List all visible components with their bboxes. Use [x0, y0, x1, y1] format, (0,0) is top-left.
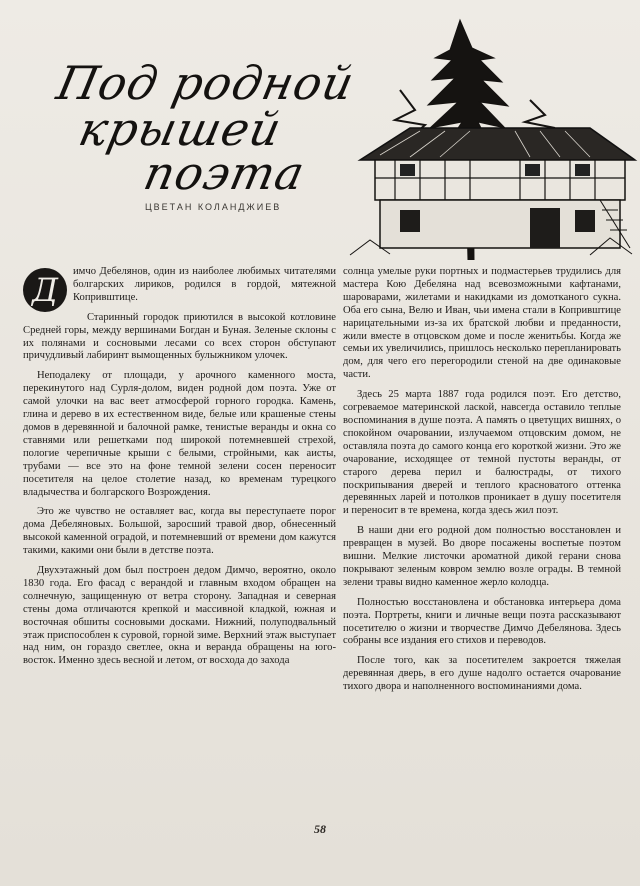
paragraph — [23, 266, 336, 309]
house-sketch-illustration — [340, 10, 640, 260]
paragraph-text: имчо Дебелянов, один из наиболее любимых читателями болгарских лириков, родился в гордой, мятежной Копривштице. — [73, 266, 336, 303]
paragraph: Неподалеку от площади, у арочного каменного моста, перекинутого над Сурля-долом, виден родной дом поэта. Уже от самой улочки на вас веет атмосферой горного городка. Камень, глина и дерево в их естественном виде, белые или крашеные стены домов в деревянной и балочной рамке, тенистые веранды и окна со ставнями или решетками под широкой потемневшей стрехой, пологие черепичные крыши с белыми, стройными, как аисты, трубами — все это на фоне темной зелени сосен переносит посетителя на целое столетие назад, ко временам турецкого владычества и болгарского Возрождения. — [23, 370, 336, 498]
author-name: ЦВЕТАН КОЛАНДЖИЕВ — [145, 202, 282, 212]
paragraph: После того, как за посетителем закроется тяжелая деревянная дверь, в его душе надолго остается очарование тихого двора и наполненного воспоминаниями дома. — [343, 655, 621, 693]
dropcap: Д — [23, 268, 67, 312]
paragraph: Двухэтажный дом был построен дедом Димчо, вероятно, около 1830 года. Его фасад с верандой и главным входом обращен на солнечную, защищенную от ветра сторону. Западная и северная стены дома отличаются крепкой и массивной кладкой, южная и восточная обшиты сосновыми досками. Нижний, полуподвальный этаж приспособлен к суровой, горной зиме. Верхний этаж выступает над ним, он гораздо светлее, окна и веранда обращены на юго-восток. Именно здесь весной и летом, от восхода до захода — [23, 565, 336, 667]
paragraph: Это же чувство не оставляет вас, когда вы переступаете порог дома Дебеляновых. Большой, заросший травой двор, обнесенный высокой каменной оградой, и потемневший от времени дом кажутся такими, какими они были в детстве поэта. — [23, 506, 336, 557]
title-line-2: крышей — [74, 102, 287, 156]
title-line-1: Под родной — [52, 56, 360, 110]
title-line-3: поэта — [139, 146, 310, 200]
right-column — [343, 266, 621, 701]
article-title — [40, 46, 360, 200]
paragraph: Полностью восстановлена и обстановка интерьера дома поэта. Портреты, книги и личные вещи поэта рассказывают посетителю о жизни и творчестве Димчо Дебелянова. Здесь собраны все издания его стихов и переводов. — [343, 596, 621, 647]
paragraph: Здесь 25 марта 1887 года родился поэт. Его детство, согреваемое материнской лаской, навсегда оставило теплые воспоминания в душе поэта. А память о цветущих вишнях, о спокойном очаровании, излучаемом отцовским домом, не оставляла поэта до самого конца его короткой жизни. Это же очарование, исходящее от темной пустоты веранды, от старого дерева перил и балюстрады, от тихого поскрипывания дверей и теплого красноватого оттенка деревянных ларей и потолков проникает в душу посетителя и переносит в те времена, когда здесь жил поэт. — [343, 389, 621, 517]
left-column — [23, 266, 336, 675]
page-number: 58 — [314, 822, 326, 836]
paragraph: солнца умелые руки портных и подмастерьев трудились для мастера Кою Дебеляна над всевозможными кафтанами, шароварами, жилетами и накидками из домотканого сукна. Оба его сына, Велю и Иван, чьи имена стали в Копривштице нарицательными из-за их братской любви и преданности, жили вместе в отцовском доме и после женитьбы. Когда же семьи их увеличились, пришлось несколько перепланировать дом, для чего его перегородили стеной на две одинаковые части. — [343, 266, 621, 381]
paragraph: В наши дни его родной дом полностью восстановлен и превращен в музей. Во дворе посажены воспетые поэтом вишни. Мелкие листочки ароматной дикой герани снова покрывают зеленым ковром землю возле ограды. В темной зелени травы видно каменное жерло колодца. — [343, 525, 621, 588]
paragraph: Старинный городок приютился в высокой котловине Средней горы, между вершинами Богдан и Буная. Зеленые склоны с их полянами и сосновыми лесами со всех сторон обступают причудливый лабиринт вымощенных булыжником улочек. — [23, 311, 336, 362]
